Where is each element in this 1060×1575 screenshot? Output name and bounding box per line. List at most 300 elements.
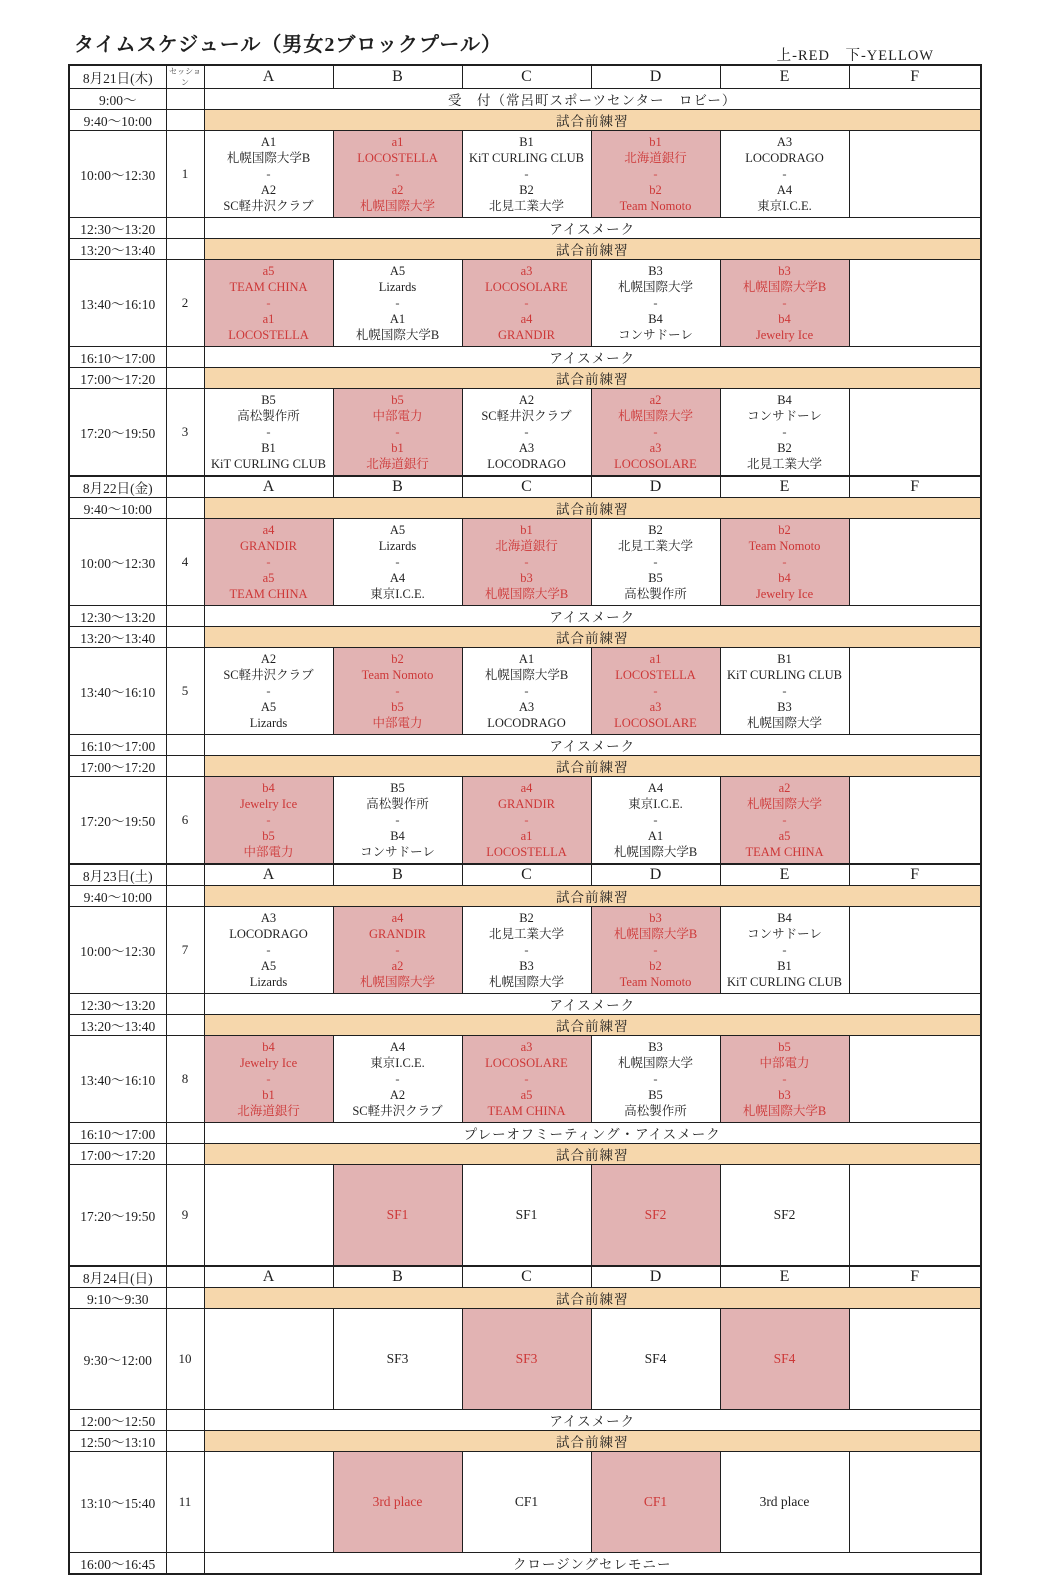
time-label: 13:20～13:40 xyxy=(69,1015,166,1036)
playoff-label: SF3 xyxy=(515,1351,538,1366)
column-letter: C xyxy=(462,476,591,498)
match-pairing xyxy=(592,392,720,472)
session-row xyxy=(69,777,981,865)
match-pairing xyxy=(205,134,333,214)
match-pairing xyxy=(592,651,720,731)
team-code-top: A5 xyxy=(389,523,406,537)
team-name-bottom: LOCODRAGO xyxy=(487,457,566,471)
phase-row xyxy=(69,218,981,239)
match-pairing xyxy=(205,392,333,472)
team-name-top: LOCODRAGO xyxy=(745,151,824,165)
team-code-top: a4 xyxy=(391,911,404,925)
match-pairing xyxy=(205,780,333,860)
match-cell xyxy=(591,648,720,735)
session-cell-empty xyxy=(166,347,204,368)
match-cell xyxy=(204,777,333,865)
phase-band: 試合前練習 xyxy=(204,1144,981,1165)
time-label: 17:20～19:50 xyxy=(69,389,166,477)
team-code-top: b5 xyxy=(778,1040,791,1054)
team-name-bottom: 札幌国際大学B xyxy=(613,845,698,859)
time-label: 12:30～13:20 xyxy=(69,606,166,627)
vs-separator: - xyxy=(395,684,400,698)
team-code-bottom: B3 xyxy=(777,700,792,714)
time-label: 12:50～13:10 xyxy=(69,1431,166,1452)
match-cell xyxy=(462,519,591,606)
team-code-top: B4 xyxy=(777,911,792,925)
team-code-bottom: A3 xyxy=(518,441,535,455)
team-code-top: b1 xyxy=(520,523,533,537)
phase-row xyxy=(69,1144,981,1165)
time-label: 12:30～13:20 xyxy=(69,994,166,1015)
column-letter: D xyxy=(591,864,720,886)
team-name-bottom: 東京I.C.E. xyxy=(370,587,425,601)
column-letter: B xyxy=(333,864,462,886)
playoff-label: SF4 xyxy=(773,1351,796,1366)
vs-separator: - xyxy=(395,425,400,439)
team-code-top: a2 xyxy=(649,393,662,407)
match-cell xyxy=(333,1452,462,1553)
team-name-top: KiT CURLING CLUB xyxy=(726,668,843,682)
time-label: 10:00～12:30 xyxy=(69,131,166,218)
column-letter: D xyxy=(591,476,720,498)
match-pairing xyxy=(205,263,333,343)
team-code-bottom: b3 xyxy=(520,571,533,585)
time-label: 9:40～10:00 xyxy=(69,886,166,907)
vs-separator: - xyxy=(653,684,658,698)
day-header-row xyxy=(69,864,981,886)
match-cell xyxy=(204,1036,333,1123)
match-cell xyxy=(204,648,333,735)
time-label: 16:10～17:00 xyxy=(69,347,166,368)
team-name-top: 北見工業大学 xyxy=(617,539,693,553)
phase-band: 試合前練習 xyxy=(204,1288,981,1309)
team-code-bottom: b2 xyxy=(649,959,662,973)
match-cell xyxy=(462,777,591,865)
session-column-label xyxy=(166,1266,204,1288)
time-label: 10:00～12:30 xyxy=(69,907,166,994)
team-code-top: B3 xyxy=(648,264,663,278)
session-cell-empty xyxy=(166,886,204,907)
team-code-top: a1 xyxy=(649,652,662,666)
team-name-top: GRANDIR xyxy=(240,539,297,553)
team-name-bottom: コンサドーレ xyxy=(618,328,693,342)
time-label: 13:10～15:40 xyxy=(69,1452,166,1553)
phase-row xyxy=(69,368,981,389)
team-code-bottom: B2 xyxy=(519,183,534,197)
team-code-top: A2 xyxy=(518,393,535,407)
match-cell xyxy=(204,519,333,606)
session-cell-empty xyxy=(166,218,204,239)
time-label: 9:10～9:30 xyxy=(69,1288,166,1309)
team-name-top: Lizards xyxy=(378,280,417,294)
match-cell xyxy=(333,260,462,347)
match-cell xyxy=(591,1309,720,1410)
phase-row xyxy=(69,606,981,627)
team-name-top: 東京I.C.E. xyxy=(628,797,683,811)
match-pairing xyxy=(463,263,591,343)
column-letter: F xyxy=(849,476,981,498)
playoff-label: SF1 xyxy=(515,1207,538,1222)
phase-band: プレーオフミーティング・アイスメーク xyxy=(204,1123,981,1144)
phase-band: アイスメーク xyxy=(204,994,981,1015)
match-pairing xyxy=(334,1039,462,1119)
team-code-top: B4 xyxy=(777,393,792,407)
match-pairing xyxy=(334,263,462,343)
match-cell xyxy=(591,1036,720,1123)
session-cell-empty xyxy=(166,735,204,756)
team-code-bottom: B1 xyxy=(261,441,276,455)
team-code-bottom: A3 xyxy=(518,700,535,714)
team-name-bottom: TEAM CHINA xyxy=(487,1104,566,1118)
match-cell xyxy=(333,648,462,735)
team-name-bottom: KiT CURLING CLUB xyxy=(726,975,843,989)
column-letter: E xyxy=(720,1266,849,1288)
team-name-bottom: 札幌国際大学 xyxy=(359,975,435,989)
vs-separator: - xyxy=(395,296,400,310)
team-name-bottom: 東京I.C.E. xyxy=(757,199,812,213)
team-name-top: 中部電力 xyxy=(759,1056,810,1070)
vs-separator: - xyxy=(524,684,529,698)
team-name-top: 札幌国際大学B xyxy=(613,927,698,941)
team-name-bottom: Jewelry Ice xyxy=(755,587,814,601)
team-name-bottom: SC軽井沢クラブ xyxy=(223,199,314,213)
team-name-top: LOCOSTELLA xyxy=(615,668,696,682)
vs-separator: - xyxy=(266,943,271,957)
team-name-top: GRANDIR xyxy=(369,927,426,941)
team-name-top: コンサドーレ xyxy=(747,927,822,941)
team-name-top: Team Nomoto xyxy=(748,539,821,553)
column-letter: F xyxy=(849,864,981,886)
time-label: 17:00～17:20 xyxy=(69,368,166,389)
match-pairing xyxy=(721,910,849,990)
vs-separator: - xyxy=(653,813,658,827)
team-name-top: 北海道銀行 xyxy=(495,539,558,553)
team-name-bottom: 高松製作所 xyxy=(624,1104,687,1118)
team-code-bottom: a1 xyxy=(262,312,275,326)
team-name-top: KiT CURLING CLUB xyxy=(468,151,585,165)
team-name-top: 札幌国際大学B xyxy=(226,151,311,165)
team-name-bottom: LOCOSTELLA xyxy=(228,328,309,342)
empty-cell xyxy=(849,648,981,735)
column-letter: E xyxy=(720,65,849,89)
vs-separator: - xyxy=(266,813,271,827)
match-pairing xyxy=(592,1039,720,1119)
phase-row xyxy=(69,347,981,368)
phase-band: 試合前練習 xyxy=(204,239,981,260)
team-name-top: 札幌国際大学 xyxy=(617,280,693,294)
vs-separator: - xyxy=(266,296,271,310)
phase-row xyxy=(69,1015,981,1036)
day-header-row xyxy=(69,1266,981,1288)
session-number: 9 xyxy=(166,1165,204,1267)
phase-row xyxy=(69,1288,981,1309)
team-code-top: b3 xyxy=(778,264,791,278)
team-name-top: LOCOSOLARE xyxy=(485,1056,568,1070)
match-cell xyxy=(333,389,462,477)
session-cell-empty xyxy=(166,627,204,648)
phase-band: アイスメーク xyxy=(204,218,981,239)
team-code-top: b5 xyxy=(391,393,404,407)
match-cell xyxy=(720,1452,849,1553)
team-name-bottom: 札幌国際大学B xyxy=(355,328,440,342)
team-code-bottom: a2 xyxy=(391,959,404,973)
team-name-bottom: 北見工業大学 xyxy=(746,457,822,471)
match-cell xyxy=(333,1036,462,1123)
match-cell xyxy=(462,131,591,218)
vs-separator: - xyxy=(524,296,529,310)
team-name-bottom: LOCOSTELLA xyxy=(486,845,567,859)
column-letter: B xyxy=(333,476,462,498)
team-code-bottom: B5 xyxy=(648,571,663,585)
session-row xyxy=(69,1309,981,1410)
date-label: 8月22日(金) xyxy=(69,476,166,498)
session-row xyxy=(69,389,981,477)
team-code-bottom: a1 xyxy=(520,829,533,843)
team-code-bottom: A2 xyxy=(260,183,277,197)
match-pairing xyxy=(592,134,720,214)
playoff-label: SF4 xyxy=(644,1351,667,1366)
empty-cell xyxy=(849,1165,981,1267)
team-code-bottom: a4 xyxy=(520,312,533,326)
playoff-label: CF1 xyxy=(514,1494,539,1509)
vs-separator: - xyxy=(653,943,658,957)
time-label: 16:10～17:00 xyxy=(69,1123,166,1144)
team-name-top: Jewelry Ice xyxy=(239,797,298,811)
phase-band: 試合前練習 xyxy=(204,110,981,131)
vs-separator: - xyxy=(266,167,271,181)
team-name-bottom: コンサドーレ xyxy=(360,845,435,859)
session-number: 4 xyxy=(166,519,204,606)
team-code-bottom: A1 xyxy=(647,829,664,843)
team-code-bottom: a5 xyxy=(520,1088,533,1102)
team-code-top: b2 xyxy=(391,652,404,666)
phase-band: アイスメーク xyxy=(204,347,981,368)
day-header-row xyxy=(69,476,981,498)
team-name-top: Lizards xyxy=(378,539,417,553)
match-cell xyxy=(333,1309,462,1410)
session-number: 3 xyxy=(166,389,204,477)
match-cell xyxy=(462,907,591,994)
match-pairing xyxy=(463,134,591,214)
session-number: 7 xyxy=(166,907,204,994)
empty-cell xyxy=(204,1165,333,1267)
session-number: 2 xyxy=(166,260,204,347)
team-code-bottom: B2 xyxy=(777,441,792,455)
team-name-top: Team Nomoto xyxy=(361,668,434,682)
session-cell-empty xyxy=(166,239,204,260)
session-row xyxy=(69,131,981,218)
team-code-top: a2 xyxy=(778,781,791,795)
column-letter: F xyxy=(849,1266,981,1288)
match-cell xyxy=(333,131,462,218)
session-column-label xyxy=(166,864,204,886)
time-label: 9:40～10:00 xyxy=(69,110,166,131)
time-label: 13:40～16:10 xyxy=(69,648,166,735)
session-cell-empty xyxy=(166,756,204,777)
empty-cell xyxy=(204,1309,333,1410)
match-cell xyxy=(462,260,591,347)
match-pairing xyxy=(463,392,591,472)
vs-separator: - xyxy=(782,1072,787,1086)
match-cell xyxy=(591,907,720,994)
column-letter: A xyxy=(204,864,333,886)
team-code-top: b4 xyxy=(262,1040,275,1054)
match-cell xyxy=(333,1165,462,1267)
team-name-top: 札幌国際大学B xyxy=(484,668,569,682)
team-code-top: a4 xyxy=(262,523,275,537)
phase-band: 受 付（常呂町スポーツセンター ロビー） xyxy=(204,89,981,110)
empty-cell xyxy=(849,260,981,347)
playoff-label: CF1 xyxy=(643,1494,668,1509)
vs-separator: - xyxy=(653,296,658,310)
playoff-label: 3rd place xyxy=(759,1494,810,1509)
team-name-bottom: Team Nomoto xyxy=(619,199,692,213)
phase-band: 試合前練習 xyxy=(204,1431,981,1452)
team-name-top: 札幌国際大学 xyxy=(617,1056,693,1070)
team-code-top: a1 xyxy=(391,135,404,149)
vs-separator: - xyxy=(524,943,529,957)
empty-cell xyxy=(849,1309,981,1410)
vs-separator: - xyxy=(653,555,658,569)
phase-band: 試合前練習 xyxy=(204,756,981,777)
session-row xyxy=(69,1452,981,1553)
team-code-bottom: B3 xyxy=(519,959,534,973)
match-pairing xyxy=(205,910,333,990)
vs-separator: - xyxy=(395,813,400,827)
phase-row xyxy=(69,756,981,777)
column-letter: C xyxy=(462,1266,591,1288)
team-name-top: 北見工業大学 xyxy=(488,927,564,941)
team-name-bottom: SC軽井沢クラブ xyxy=(352,1104,443,1118)
vs-separator: - xyxy=(524,167,529,181)
team-code-bottom: B5 xyxy=(648,1088,663,1102)
time-label: 13:40～16:10 xyxy=(69,260,166,347)
match-pairing xyxy=(205,651,333,731)
match-pairing xyxy=(334,651,462,731)
team-name-bottom: TEAM CHINA xyxy=(229,587,308,601)
team-code-top: b4 xyxy=(262,781,275,795)
session-row xyxy=(69,907,981,994)
team-code-top: B1 xyxy=(777,652,792,666)
match-cell xyxy=(720,389,849,477)
team-code-bottom: A2 xyxy=(389,1088,406,1102)
session-column-label: セッション xyxy=(166,65,204,89)
match-pairing xyxy=(334,780,462,860)
phase-band: 試合前練習 xyxy=(204,627,981,648)
match-pairing xyxy=(721,651,849,731)
session-cell-empty xyxy=(166,1015,204,1036)
phase-row xyxy=(69,1553,981,1575)
session-cell-empty xyxy=(166,1288,204,1309)
team-code-top: B1 xyxy=(519,135,534,149)
session-column-label xyxy=(166,476,204,498)
vs-separator: - xyxy=(782,555,787,569)
team-code-bottom: B4 xyxy=(648,312,663,326)
phase-band: アイスメーク xyxy=(204,1410,981,1431)
time-label: 9:00～ xyxy=(69,89,166,110)
date-label: 8月24日(日) xyxy=(69,1266,166,1288)
match-pairing xyxy=(592,910,720,990)
vs-separator: - xyxy=(266,1072,271,1086)
session-cell-empty xyxy=(166,368,204,389)
session-cell-empty xyxy=(166,1123,204,1144)
color-legend: 上-RED 下-YELLOW xyxy=(776,48,934,64)
match-pairing xyxy=(592,263,720,343)
vs-separator: - xyxy=(524,813,529,827)
time-label: 13:20～13:40 xyxy=(69,627,166,648)
team-name-top: SC軽井沢クラブ xyxy=(223,668,314,682)
team-code-top: A2 xyxy=(260,652,277,666)
team-code-top: b1 xyxy=(649,135,662,149)
phase-row xyxy=(69,627,981,648)
phase-row xyxy=(69,1123,981,1144)
team-name-bottom: 北見工業大学 xyxy=(488,199,564,213)
team-code-top: B3 xyxy=(648,1040,663,1054)
column-letter: D xyxy=(591,65,720,89)
phase-row xyxy=(69,1431,981,1452)
phase-band: 試合前練習 xyxy=(204,1015,981,1036)
column-letter: C xyxy=(462,864,591,886)
session-cell-empty xyxy=(166,1431,204,1452)
team-code-bottom: A1 xyxy=(389,312,406,326)
date-label: 8月21日(木) xyxy=(69,65,166,89)
phase-band: アイスメーク xyxy=(204,735,981,756)
vs-separator: - xyxy=(266,555,271,569)
team-name-bottom: Jewelry Ice xyxy=(755,328,814,342)
match-cell xyxy=(720,131,849,218)
time-label: 12:00～12:50 xyxy=(69,1410,166,1431)
match-pairing xyxy=(205,522,333,602)
date-label: 8月23日(土) xyxy=(69,864,166,886)
team-name-bottom: 札幌国際大学B xyxy=(742,1104,827,1118)
match-cell xyxy=(720,260,849,347)
team-name-bottom: LOCOSOLARE xyxy=(614,716,697,730)
team-code-bottom: B4 xyxy=(390,829,405,843)
match-cell xyxy=(204,260,333,347)
team-name-bottom: GRANDIR xyxy=(498,328,555,342)
team-name-top: LOCOSOLARE xyxy=(485,280,568,294)
match-pairing xyxy=(334,134,462,214)
match-cell xyxy=(462,1165,591,1267)
match-pairing xyxy=(463,780,591,860)
team-name-top: LOCODRAGO xyxy=(229,927,308,941)
match-pairing xyxy=(463,910,591,990)
team-name-top: TEAM CHINA xyxy=(229,280,308,294)
team-name-bottom: 高松製作所 xyxy=(624,587,687,601)
time-label: 17:00～17:20 xyxy=(69,1144,166,1165)
phase-band: 試合前練習 xyxy=(204,368,981,389)
team-code-top: a4 xyxy=(520,781,533,795)
session-number: 5 xyxy=(166,648,204,735)
match-cell xyxy=(333,519,462,606)
vs-separator: - xyxy=(782,296,787,310)
column-letter: B xyxy=(333,1266,462,1288)
time-label: 12:30～13:20 xyxy=(69,218,166,239)
session-cell-empty xyxy=(166,606,204,627)
match-cell xyxy=(462,1036,591,1123)
session-cell-empty xyxy=(166,1553,204,1575)
team-code-bottom: a3 xyxy=(649,700,662,714)
match-cell xyxy=(591,777,720,865)
session-cell-empty xyxy=(166,1144,204,1165)
team-name-bottom: Lizards xyxy=(249,975,288,989)
team-name-top: 北海道銀行 xyxy=(624,151,687,165)
column-letter: A xyxy=(204,476,333,498)
playoff-label: SF2 xyxy=(644,1207,667,1222)
team-code-bottom: a5 xyxy=(778,829,791,843)
team-code-bottom: B1 xyxy=(777,959,792,973)
time-label: 17:00～17:20 xyxy=(69,756,166,777)
